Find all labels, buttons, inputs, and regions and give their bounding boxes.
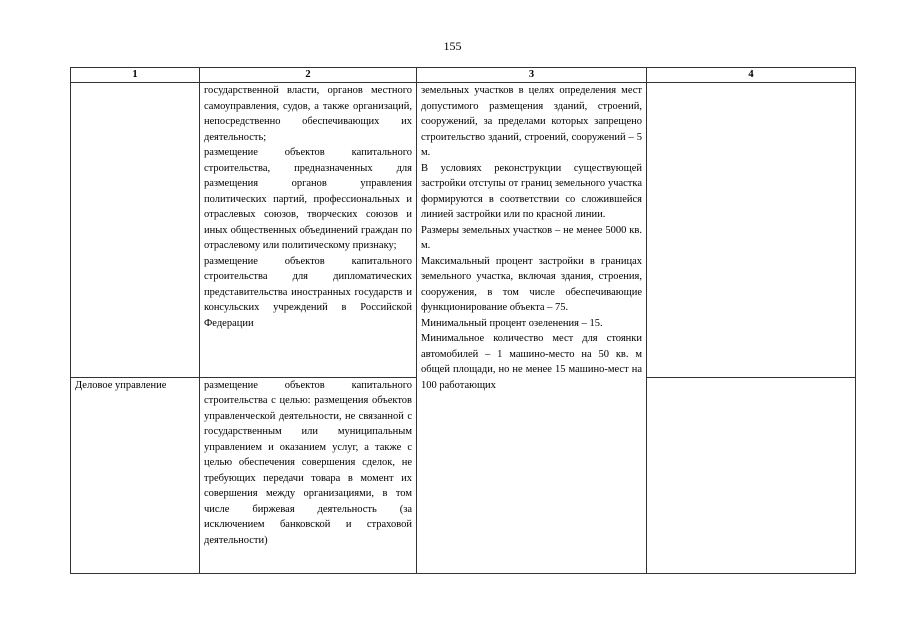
parameter-para: Минимальное количество мест для стоянки автомобилей – 1 машино-место на 50 кв. м общей площади, но не менее 15 машино-мест на 100 работающих <box>421 333 642 391</box>
row1-description-para: размещение объектов капитального строительства для дипломатических представительства иностранных государств и консульских учреждений в Российской Федерации <box>204 255 412 329</box>
row2-description-para: размещение объектов капитального строительства с целью: размещения объектов управленческой деятельности, не связанной с государственным или муниципальным управлением и оказанием услуг, а также с целью обеспечения совершения сделок, не требующих передачи товара в момент их совершения между организациями, в том числе биржевая деятельность (за исключением банковской и страховой деятельности) <box>204 379 412 546</box>
header-col-2: 2 <box>200 68 417 83</box>
row1-notes-cell <box>647 83 856 378</box>
row1-description-para: государственной власти, органов местного самоуправления, судов, а также организаций, непосредственно обеспечивающих их деятельность; <box>204 85 412 143</box>
page-number: 155 <box>443 39 462 53</box>
row2-description-cell <box>200 377 417 573</box>
table-row <box>71 83 856 378</box>
header-col-1: 1 <box>71 68 200 83</box>
row1-name-cell <box>71 83 200 378</box>
row2-name-cell: Деловое управление <box>71 377 200 573</box>
document-table <box>70 67 856 574</box>
table-header-row <box>71 68 856 83</box>
row1-description-para: размещение объектов капитального строительства, предназначенных для размещения органов управления политических партий, профессиональных и отраслевых союзов, творческих союзов и иных общественных объединений граждан по отраслевому или политическому признаку; <box>204 147 412 251</box>
parameters-cell <box>417 83 647 574</box>
header-col-4: 4 <box>647 68 856 83</box>
header-col-3: 3 <box>417 68 647 83</box>
parameter-para: В условиях реконструкции существующей застройки отступы от границ земельного участка формируются в соответствии со сложившейся линией застройки или по красной линии. <box>421 162 642 220</box>
row2-notes-cell <box>647 377 856 573</box>
parameter-para: Минимальный процент озеленения – 15. <box>421 317 603 329</box>
row1-description-cell <box>200 83 417 378</box>
parameter-para: Максимальный процент застройки в границах земельного участка, включая здания, строения, сооружения, в том числе обеспечивающие функционирование объекта – 75. <box>421 255 642 313</box>
parameter-para: Размеры земельных участков – не менее 5000 кв. м. <box>421 224 642 251</box>
parameter-para: земельных участков в целях определения мест допустимого размещения зданий, строений, сооружений, за пределами которых запрещено строительство зданий, строений, сооружений – 5 м. <box>421 85 642 158</box>
